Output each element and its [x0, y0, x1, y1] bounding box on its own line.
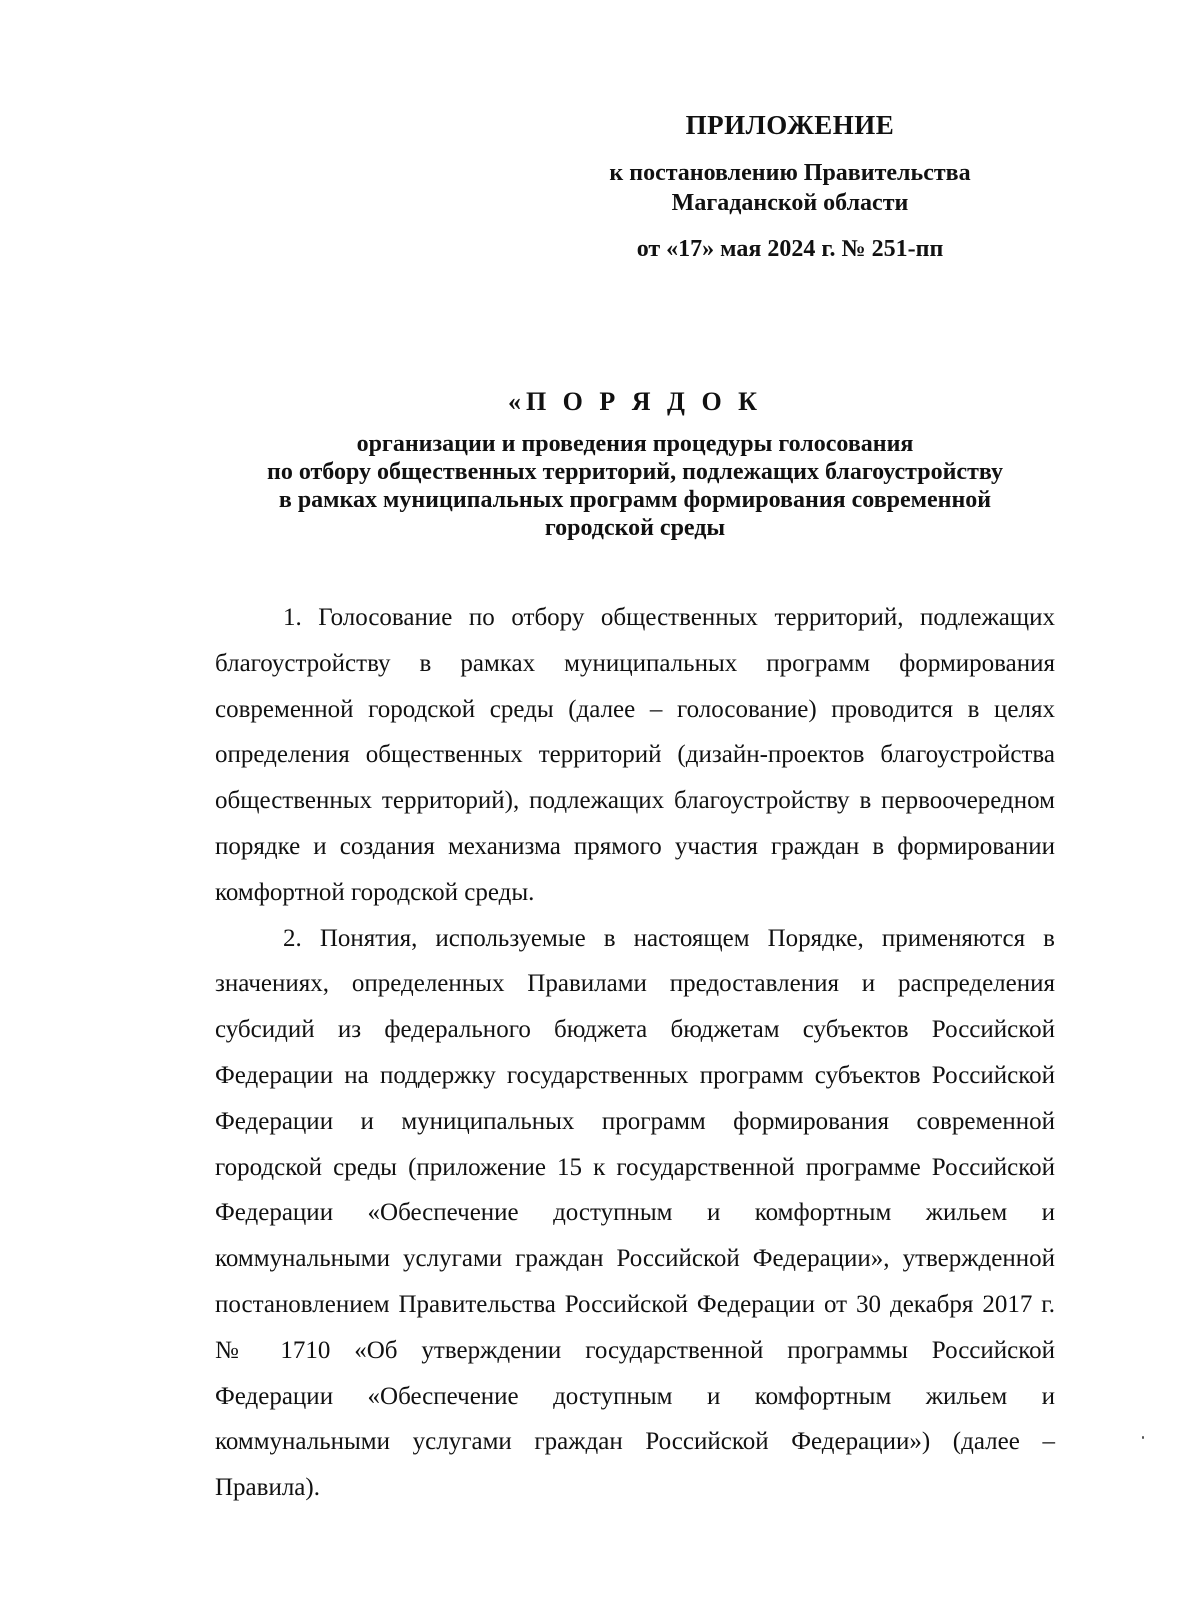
appendix-title: ПРИЛОЖЕНИЕ	[685, 110, 895, 140]
document-subtitle-line-1: организации и проведения процедуры голосования	[356, 431, 914, 457]
document-subtitle-line-3: в рамках муниципальных программ формирования современной	[278, 487, 992, 513]
appendix-region-line: Магаданской области	[671, 190, 909, 216]
appendix-resolution-line: к постановлению Правительства	[609, 160, 971, 186]
paragraph-1: 1. Голосование по отбору общественных территорий, подлежащих благоустройству в рамках муниципальных программ формирования современной городской среды (далее – голосование) проводится в целях определения общественных территорий (дизайн-проектов благоустройства общественных территорий), подлежащих благоустройству в первоочередном порядке и создания механизма прямого участия граждан в формировании комфортной городской среды.	[215, 604, 1055, 906]
document-subtitle-line-4: городской среды	[544, 515, 726, 541]
appendix-date: от «17» мая 2024 г. № 251-пп	[636, 236, 944, 262]
scan-artifact-dot	[1142, 1436, 1144, 1439]
document-title: «П О Р Я Д О К	[507, 387, 763, 416]
document-subtitle-line-2: по отбору общественных территорий, подлежащих благоустройству	[266, 459, 1003, 485]
paragraph-2: 2. Понятия, используемые в настоящем Порядке, применяются в значениях, определенных Правилами предоставления и распределения субсидий из федерального бюджета бюджетам субъектов Российской Федерации на поддержку государственных программ субъектов Российской Федерации и муниципальных программ формирования современной городской среды (приложение 15 к государственной программе Российской Федерации «Обеспечение доступным и комфортным жильем и коммунальными услугами граждан Российской Федерации», утвержденной постановлением Правительства Российской Федерации от 30 декабря 2017 г. № 1710 «Об утверждении государственной программы Российской Федерации «Обеспечение доступным и комфортным жильем и коммунальными услугами граждан Российской Федерации») (далее – Правила).	[215, 924, 1055, 1502]
appendix-header	[560, 108, 1020, 264]
document-title-block	[210, 386, 1060, 542]
document-body	[215, 595, 1055, 1511]
